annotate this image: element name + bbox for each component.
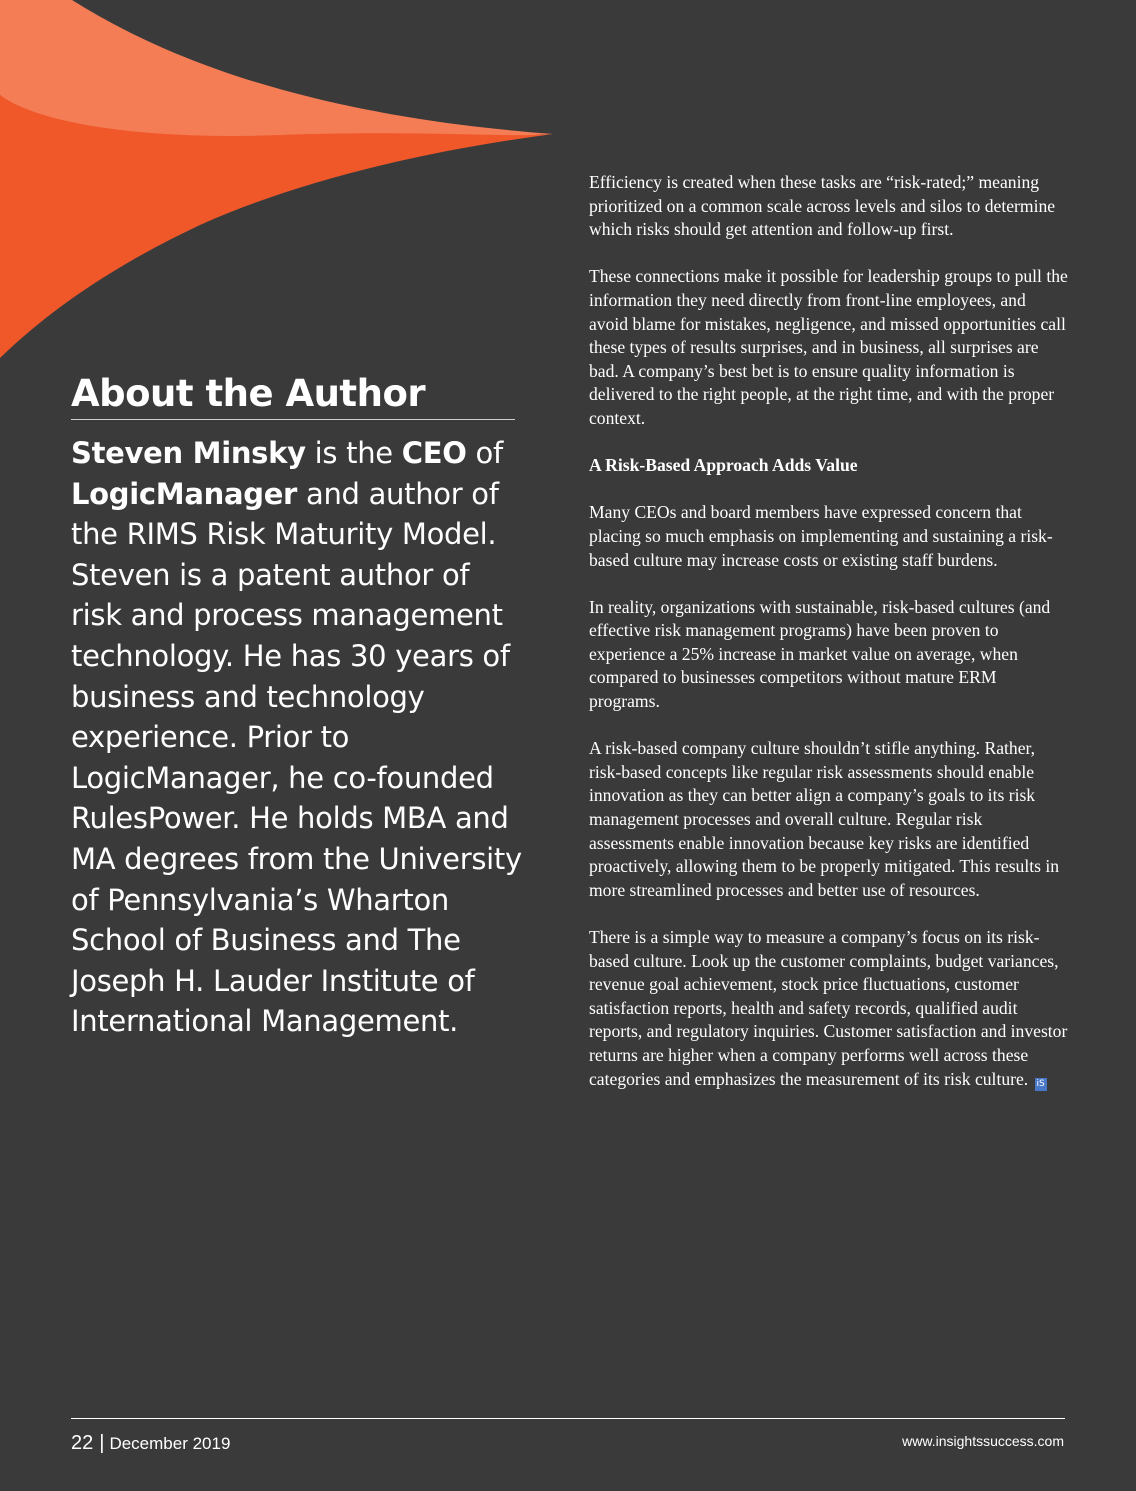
author-role: CEO	[401, 436, 467, 470]
footer-divider	[71, 1418, 1065, 1419]
bio-text-1: is the	[305, 436, 402, 470]
article-subheading: A Risk-Based Approach Adds Value	[589, 455, 858, 476]
article-paragraph: These connections make it possible for leadership groups to pull the information they need directly from front-line employees, and avoid blame for mistakes, negligence, and missed opportunities call these types of results surprises, and in business, all surprises are bad. A company’s best bet is to ensure quality information is delivered to the right people, at the right time, and with the proper context.	[589, 266, 1068, 428]
article-paragraph-last	[589, 926, 1069, 1091]
heading-underline	[71, 419, 515, 420]
article-paragraph: Efficiency is created when these tasks are “risk-rated;” meaning prioritized on a common scale across levels and silos to determine which risks should get attention and follow-up first.	[589, 172, 1056, 240]
author-company: LogicManager	[71, 476, 298, 511]
footer-separator: |	[99, 1432, 105, 1454]
about-author-heading: About the Author	[71, 372, 426, 415]
page-number: 22	[71, 1432, 94, 1454]
footer-page-info	[71, 1432, 230, 1455]
article-paragraph: In reality, organizations with sustainable, risk-based cultures (and effective risk management programs) have been proven to experience a 25% increase in market value on average, when compared to businesses competitors without mature ERM programs.	[589, 596, 1051, 712]
issue-date: December 2019	[109, 1434, 231, 1453]
author-name: Steven Minsky	[71, 436, 306, 470]
bio-text-3: and author of the RIMS Risk Maturity Model. Steven is a patent author of risk and process management technology. He has 30 years of business and technology experience. Prior to LogicManager, he co-founded RulesPower. He holds MBA and MA degrees from the University of Pennsylvania’s Wharton School of Business and The Joseph H. Lauder Institute of International Management.	[71, 476, 522, 1039]
article-paragraph: A risk-based company culture shouldn’t stifle anything. Rather, risk-based concepts like regular risk assessments should enable innovation as they can better align a company’s goals to its risk management processes and overall culture. Regular risk assessments enable innovation because key risks are identified proactively, allowing them to be properly mitigated. This results in more streamlined processes and better use of resources.	[589, 738, 1060, 900]
article-column	[589, 171, 1069, 1115]
footer-website: www.insightssuccess.com	[902, 1433, 1064, 1449]
article-paragraph-text: There is a simple way to measure a company’s focus on its risk-based culture. Look up the customer complaints, budget variances, revenue goal achievement, stock price fluctuations, customer satisfaction reports, health and safety records, qualified audit reports, and regulatory inquiries. Customer satisfaction and investor returns are higher when a company performs well across these categories and emphasizes the measurement of its risk culture.	[589, 927, 1068, 1089]
bio-text-2: of	[466, 436, 503, 470]
author-bio	[71, 433, 526, 1042]
end-of-article-icon: iS	[1036, 1078, 1045, 1089]
article-paragraph: Many CEOs and board members have expressed concern that placing so much emphasis on implementing and sustaining a risk-based culture may increase costs or existing staff burdens.	[589, 502, 1053, 570]
orange-swoosh-graphic	[0, 0, 560, 370]
